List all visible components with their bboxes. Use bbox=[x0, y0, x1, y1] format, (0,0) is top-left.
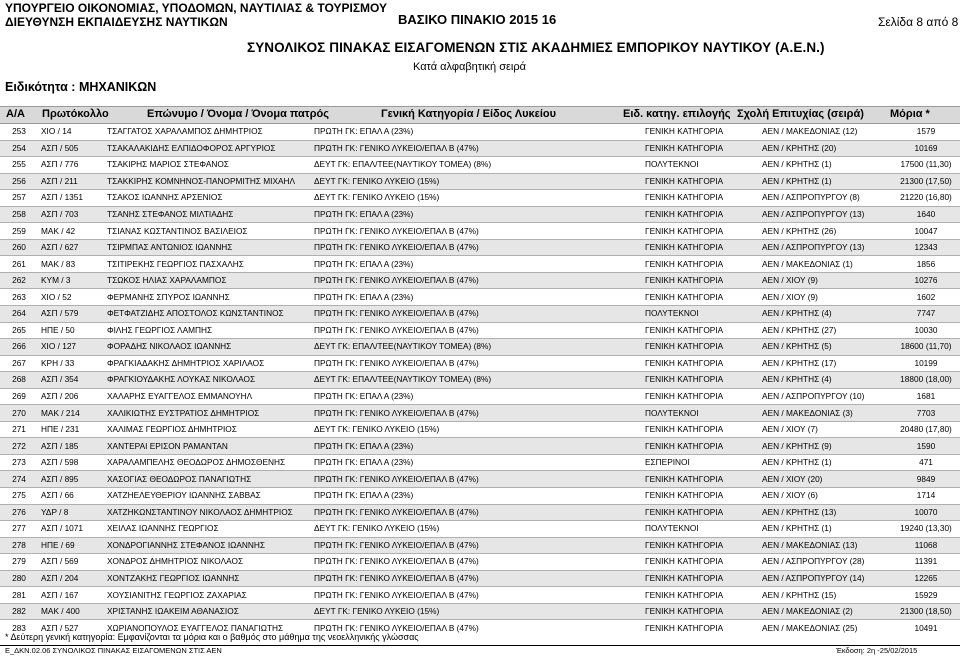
table-row bbox=[0, 124, 960, 140]
cell-aa: 268 bbox=[0, 372, 38, 389]
cell-category: ΠΡΩΤΗ ΓΚ: ΕΠΑΛ Α (23%) bbox=[311, 388, 642, 405]
cell-special: ΓΕΝΙΚΗ ΚΑΤΗΓΟΡΙΑ bbox=[642, 206, 759, 223]
cell-score: 12265 bbox=[892, 570, 960, 587]
cell-aa: 253 bbox=[12, 126, 26, 137]
cell-protocol: ΑΣΠ / 204 bbox=[38, 570, 104, 587]
cell-special: ΓΕΝΙΚΗ ΚΑΤΗΓΟΡΙΑ bbox=[642, 603, 759, 620]
cell-category: ΠΡΩΤΗ ΓΚ: ΓΕΝΙΚΟ ΛΥΚΕΙΟ/ΕΠΑΛ Β (47%) bbox=[311, 223, 642, 240]
table-row bbox=[0, 421, 960, 438]
cell-protocol: ΑΣΠ / 354 bbox=[38, 372, 104, 389]
cell-name: ΤΣΙΤΙΡΕΚΗΣ ΓΕΩΡΓΙΟΣ ΠΑΣΧΑΛΗΣ bbox=[104, 256, 311, 273]
cell-school: ΑΕΝ / ΚΡΗΤΗΣ (1) bbox=[759, 173, 892, 190]
cell-protocol: ΑΣΠ / 895 bbox=[38, 471, 104, 488]
cell-name: ΤΣΑΚΑΛΑΚΙΔΗΣ ΕΛΠΙΔΟΦΟΡΟΣ ΑΡΓΥΡΙΟΣ bbox=[104, 140, 311, 157]
cell-aa: 276 bbox=[0, 504, 38, 521]
cell-name: ΧΑΤΖΗΚΩΝΣΤΑΝΤΙΝΟΥ ΝΙΚΟΛΑΟΣ ΔΗΜΗΤΡΙΟΣ bbox=[104, 504, 311, 521]
cell-category: ΠΡΩΤΗ ΓΚ: ΓΕΝΙΚΟ ΛΥΚΕΙΟ/ΕΠΑΛ Β (47%) bbox=[311, 306, 642, 323]
cell-name: ΧΟΝΔΡΟΣ ΔΗΜΗΤΡΙΟΣ ΝΙΚΟΛΑΟΣ bbox=[104, 554, 311, 571]
cell-protocol: ΥΔΡ / 8 bbox=[38, 504, 104, 521]
cell-score: 17500 (11,30) bbox=[892, 157, 960, 174]
cell-school: ΑΕΝ / ΜΑΚΕΔΟΝΙΑΣ (3) bbox=[759, 405, 892, 422]
cell-category: ΠΡΩΤΗ ΓΚ: ΓΕΝΙΚΟ ΛΥΚΕΙΟ/ΕΠΑΛ Β (47%) bbox=[311, 587, 642, 604]
cell-special: ΓΕΝΙΚΗ ΚΑΤΗΓΟΡΙΑ bbox=[642, 173, 759, 190]
issue-date: Έκδοση: 2η -25/02/2015 bbox=[836, 646, 918, 655]
cell-protocol: ΑΣΠ / 1351 bbox=[38, 190, 104, 207]
table-row bbox=[0, 355, 960, 372]
cell-score: 18600 (11,70) bbox=[892, 339, 960, 356]
table-row bbox=[0, 306, 960, 323]
cell-aa: 266 bbox=[0, 339, 38, 356]
cell-special: ΓΕΝΙΚΗ ΚΑΤΗΓΟΡΙΑ bbox=[642, 223, 759, 240]
cell-protocol: ΑΣΠ / 598 bbox=[38, 454, 104, 471]
cell-special: ΓΕΝΙΚΗ ΚΑΤΗΓΟΡΙΑ bbox=[645, 126, 724, 137]
cell-aa: 260 bbox=[0, 239, 38, 256]
cell-aa: 277 bbox=[0, 521, 38, 538]
cell-score: 21220 (16,80) bbox=[892, 190, 960, 207]
cell-school: ΑΕΝ / ΚΡΗΤΗΣ (9) bbox=[759, 438, 892, 455]
cell-protocol: ΑΣΠ / 579 bbox=[38, 306, 104, 323]
cell-school: ΑΕΝ / ΧΙΟΥ (9) bbox=[759, 289, 892, 306]
cell-school: ΑΕΝ / ΚΡΗΤΗΣ (4) bbox=[759, 372, 892, 389]
cell-score: 10030 bbox=[892, 322, 960, 339]
cell-score: 10491 bbox=[892, 620, 960, 636]
cell-aa: 265 bbox=[0, 322, 38, 339]
cell-score: 7747 bbox=[892, 306, 960, 323]
cell-score: 9849 bbox=[892, 471, 960, 488]
cell-name: ΦΡΑΓΚΙΟΥΔΑΚΗΣ ΛΟΥΚΑΣ ΝΙΚΟΛΑΟΣ bbox=[104, 372, 311, 389]
cell-category: ΠΡΩΤΗ ΓΚ: ΓΕΝΙΚΟ ΛΥΚΕΙΟ/ΕΠΑΛ Β (47%) bbox=[311, 537, 642, 554]
cell-aa: 283 bbox=[0, 620, 38, 636]
cell-protocol: ΗΠΕ / 50 bbox=[38, 322, 104, 339]
cell-name: ΧΑΡΑΛΑΜΠΕΛΗΣ ΘΕΟΔΩΡΟΣ ΔΗΜΟΣΘΕΝΗΣ bbox=[104, 454, 311, 471]
cell-aa: 280 bbox=[0, 570, 38, 587]
cell-school: ΑΕΝ / ΚΡΗΤΗΣ (26) bbox=[759, 223, 892, 240]
cell-name: ΤΣΙΑΝΑΣ ΚΩΣΤΑΝΤΙΝΟΣ ΒΑΣΙΛΕΙΟΣ bbox=[104, 223, 311, 240]
page-header bbox=[0, 0, 960, 104]
cell-category: ΠΡΩΤΗ ΓΚ: ΓΕΝΙΚΟ ΛΥΚΕΙΟ/ΕΠΑΛ Β (47%) bbox=[311, 554, 642, 571]
col-school: Σχολή Επιτυχίας (σειρά) bbox=[737, 108, 864, 120]
cell-protocol: ΑΣΠ / 211 bbox=[38, 173, 104, 190]
col-category: Γενική Κατηγορία / Είδος Λυκείου bbox=[381, 108, 557, 120]
cell-special: ΠΟΛΥΤΕΚΝΟΙ bbox=[642, 405, 759, 422]
cell-category: ΔΕΥΤ ΓΚ: ΕΠΑΛ/ΤΕΕ(ΝΑΥΤΙΚΟΥ ΤΟΜΕΑ) (8%) bbox=[311, 339, 642, 356]
cell-school: ΑΕΝ / ΚΡΗΤΗΣ (20) bbox=[759, 140, 892, 157]
col-special: Ειδ. κατηγ. επιλογής bbox=[623, 108, 731, 120]
cell-name: ΤΣΑΝΗΣ ΣΤΕΦΑΝΟΣ ΜΙΛΤΙΑΔΗΣ bbox=[104, 206, 311, 223]
cell-protocol: ΗΠΕ / 231 bbox=[38, 421, 104, 438]
cell-score: 11068 bbox=[892, 537, 960, 554]
cell-special: ΓΕΝΙΚΗ ΚΑΤΗΓΟΡΙΑ bbox=[642, 322, 759, 339]
cell-aa: 256 bbox=[0, 173, 38, 190]
cell-special: ΓΕΝΙΚΗ ΚΑΤΗΓΟΡΙΑ bbox=[642, 289, 759, 306]
cell-aa: 259 bbox=[0, 223, 38, 240]
cell-aa: 269 bbox=[0, 388, 38, 405]
cell-school: ΑΕΝ / ΜΑΚΕΔΟΝΙΑΣ (2) bbox=[759, 603, 892, 620]
cell-school: ΑΕΝ / ΧΙΟΥ (9) bbox=[759, 272, 892, 289]
cell-special: ΓΕΝΙΚΗ ΚΑΤΗΓΟΡΙΑ bbox=[642, 372, 759, 389]
table-row bbox=[0, 140, 960, 157]
cell-category: ΠΡΩΤΗ ΓΚ: ΓΕΝΙΚΟ ΛΥΚΕΙΟ/ΕΠΑΛ Β (47%) bbox=[311, 272, 642, 289]
cell-protocol: ΧΙΟ / 127 bbox=[38, 339, 104, 356]
cell-category: ΠΡΩΤΗ ΓΚ: ΕΠΑΛ Α (23%) bbox=[311, 256, 642, 273]
cell-score: 1714 bbox=[892, 488, 960, 505]
cell-aa: 278 bbox=[0, 537, 38, 554]
cell-category: ΠΡΩΤΗ ΓΚ: ΓΕΝΙΚΟ ΛΥΚΕΙΟ/ΕΠΑΛ Β (47%) bbox=[311, 239, 642, 256]
cell-score: 10199 bbox=[892, 355, 960, 372]
cell-category: ΠΡΩΤΗ ΓΚ: ΕΠΑΛ Α (23%) bbox=[311, 289, 642, 306]
cell-category: ΠΡΩΤΗ ΓΚ: ΕΠΑΛ Α (23%) bbox=[311, 438, 642, 455]
cell-protocol: ΧΙΟ / 52 bbox=[38, 289, 104, 306]
cell-aa: 282 bbox=[0, 603, 38, 620]
cell-aa: 275 bbox=[0, 488, 38, 505]
cell-score: 10169 bbox=[892, 140, 960, 157]
document-id: Ε_ΔΚΝ.02.06 ΣΥΝΟΛΙΚΟΣ ΠΙΝΑΚΑΣ ΕΙΣΑΓΟΜΕΝΩΝ ΣΤΙΣ ΑΕΝ bbox=[5, 646, 222, 655]
cell-score: 18800 (18,00) bbox=[892, 372, 960, 389]
table-row bbox=[0, 438, 960, 455]
cell-category: ΔΕΥΤ ΓΚ: ΓΕΝΙΚΟ ΛΥΚΕΙΟ (15%) bbox=[311, 521, 642, 538]
cell-name: ΧΕΙΛΑΣ ΙΩΑΝΝΗΣ ΓΕΩΡΓΙΟΣ bbox=[104, 521, 311, 538]
document-title: ΒΑΣΙΚΟ ΠΙΝΑΚΙΟ 2015 16 bbox=[398, 12, 557, 27]
table-row bbox=[0, 289, 960, 306]
sort-note: Κατά αλφαβητική σειρά bbox=[413, 61, 526, 73]
cell-aa: 262 bbox=[0, 272, 38, 289]
cell-school: ΑΕΝ / ΚΡΗΤΗΣ (13) bbox=[759, 504, 892, 521]
table-row bbox=[0, 537, 960, 554]
cell-aa: 273 bbox=[0, 454, 38, 471]
cell-score: 1856 bbox=[892, 256, 960, 273]
table-header bbox=[0, 106, 960, 124]
cell-aa: 261 bbox=[0, 256, 38, 273]
cell-aa: 271 bbox=[0, 421, 38, 438]
cell-category: ΠΡΩΤΗ ΓΚ: ΕΠΑΛ Α (23%) bbox=[311, 488, 642, 505]
cell-school: ΑΕΝ / ΚΡΗΤΗΣ (17) bbox=[759, 355, 892, 372]
cell-category: ΔΕΥΤ ΓΚ: ΓΕΝΙΚΟ ΛΥΚΕΙΟ (15%) bbox=[311, 190, 642, 207]
cell-category: ΔΕΥΤ ΓΚ: ΓΕΝΙΚΟ ΛΥΚΕΙΟ (15%) bbox=[311, 421, 642, 438]
cell-special: ΓΕΝΙΚΗ ΚΑΤΗΓΟΡΙΑ bbox=[642, 504, 759, 521]
cell-score: 12343 bbox=[892, 239, 960, 256]
cell-special: ΓΕΝΙΚΗ ΚΑΤΗΓΟΡΙΑ bbox=[642, 140, 759, 157]
table-row bbox=[0, 587, 960, 604]
cell-name: ΧΡΙΣΤΑΝΗΣ ΙΩΑΚΕΙΜ ΑΘΑΝΑΣΙΟΣ bbox=[104, 603, 311, 620]
col-protocol: Πρωτόκολλο bbox=[42, 108, 109, 120]
cell-school: ΑΕΝ / ΜΑΚΕΔΟΝΙΑΣ (25) bbox=[759, 620, 892, 636]
col-aa: Α/Α bbox=[6, 108, 25, 120]
results-table bbox=[0, 124, 960, 636]
cell-score: 1579 bbox=[916, 126, 936, 137]
document-subtitle: ΣΥΝΟΛΙΚΟΣ ΠΙΝΑΚΑΣ ΕΙΣΑΓΟΜΕΝΩΝ ΣΤΙΣ ΑΚΑΔΗΜΙΕΣ ΕΜΠΟΡΙΚΟΥ ΝΑΥΤΙΚΟΥ (Α.Ε.Ν.) bbox=[247, 40, 825, 55]
cell-aa: 274 bbox=[0, 471, 38, 488]
cell-aa: 257 bbox=[0, 190, 38, 207]
cell-score: 19240 (13,30) bbox=[892, 521, 960, 538]
cell-name: ΤΣΙΡΜΠΑΣ ΑΝΤΩΝΙΟΣ ΙΩΑΝΝΗΣ bbox=[104, 239, 311, 256]
cell-category: ΔΕΥΤ ΓΚ: ΓΕΝΙΚΟ ΛΥΚΕΙΟ (15%) bbox=[311, 173, 642, 190]
cell-protocol: ΑΣΠ / 206 bbox=[38, 388, 104, 405]
cell-school: ΑΕΝ / ΑΣΠΡΟΠΥΡΓΟΥ (13) bbox=[759, 239, 892, 256]
cell-category: ΠΡΩΤΗ ΓΚ: ΓΕΝΙΚΟ ΛΥΚΕΙΟ/ΕΠΑΛ Β (47%) bbox=[311, 405, 642, 422]
cell-protocol: ΑΣΠ / 66 bbox=[38, 488, 104, 505]
cell-name: ΧΑΛΙΜΑΣ ΓΕΩΡΓΙΟΣ ΔΗΜΗΤΡΙΟΣ bbox=[104, 421, 311, 438]
cell-name: ΧΩΡΙΑΝΟΠΟΥΛΟΣ ΕΥΑΓΓΕΛΟΣ ΠΑΝΑΓΙΩΤΗΣ bbox=[104, 620, 311, 636]
table-row bbox=[0, 603, 960, 620]
cell-name: ΦΕΤΦΑΤΖΙΔΗΣ ΑΠΟΣΤΟΛΟΣ ΚΩΝΣΤΑΝΤΙΝΟΣ bbox=[104, 306, 311, 323]
cell-special: ΓΕΝΙΚΗ ΚΑΤΗΓΟΡΙΑ bbox=[642, 537, 759, 554]
cell-protocol: ΜΑΚ / 214 bbox=[38, 405, 104, 422]
cell-score: 1602 bbox=[892, 289, 960, 306]
cell-school: ΑΕΝ / ΧΙΟΥ (20) bbox=[759, 471, 892, 488]
table-row bbox=[0, 504, 960, 521]
cell-score: 7703 bbox=[892, 405, 960, 422]
cell-category: ΠΡΩΤΗ ΓΚ: ΓΕΝΙΚΟ ΛΥΚΕΙΟ/ΕΠΑΛ Β (47%) bbox=[311, 355, 642, 372]
cell-score: 21300 (17,50) bbox=[892, 173, 960, 190]
cell-special: ΓΕΝΙΚΗ ΚΑΤΗΓΟΡΙΑ bbox=[642, 587, 759, 604]
cell-score: 10070 bbox=[892, 504, 960, 521]
cell-protocol: ΜΑΚ / 83 bbox=[38, 256, 104, 273]
table-row bbox=[0, 388, 960, 405]
cell-score: 21300 (18,50) bbox=[892, 603, 960, 620]
cell-protocol: ΚΡΗ / 33 bbox=[38, 355, 104, 372]
cell-aa: 267 bbox=[0, 355, 38, 372]
cell-name: ΦΙΛΗΣ ΓΕΩΡΓΙΟΣ ΛΑΜΠΗΣ bbox=[104, 322, 311, 339]
cell-category: ΠΡΩΤΗ ΓΚ: ΓΕΝΙΚΟ ΛΥΚΕΙΟ/ΕΠΑΛ Β (47%) bbox=[311, 620, 642, 636]
cell-school: ΑΕΝ / ΑΣΠΡΟΠΥΡΓΟΥ (28) bbox=[759, 554, 892, 571]
cell-protocol: ΑΣΠ / 1071 bbox=[38, 521, 104, 538]
cell-special: ΓΕΝΙΚΗ ΚΑΤΗΓΟΡΙΑ bbox=[642, 570, 759, 587]
cell-category: ΠΡΩΤΗ ΓΚ: ΕΠΑΛ Α (23%) bbox=[314, 126, 414, 137]
table-row bbox=[0, 322, 960, 339]
cell-category: ΠΡΩΤΗ ΓΚ: ΓΕΝΙΚΟ ΛΥΚΕΙΟ/ΕΠΑΛ Β (47%) bbox=[311, 570, 642, 587]
cell-special: ΓΕΝΙΚΗ ΚΑΤΗΓΟΡΙΑ bbox=[642, 471, 759, 488]
cell-aa: 263 bbox=[0, 289, 38, 306]
cell-special: ΓΕΝΙΚΗ ΚΑΤΗΓΟΡΙΑ bbox=[642, 620, 759, 636]
cell-special: ΓΕΝΙΚΗ ΚΑΤΗΓΟΡΙΑ bbox=[642, 388, 759, 405]
cell-school: ΑΕΝ / ΚΡΗΤΗΣ (5) bbox=[759, 339, 892, 356]
cell-protocol: ΑΣΠ / 776 bbox=[38, 157, 104, 174]
cell-aa: 264 bbox=[0, 306, 38, 323]
table-row bbox=[0, 488, 960, 505]
footnote: * Δεύτερη γενική κατηγορία: Εμφανίζονται τα μόρια και ο βαθμός στο μάθημα της νεοελληνικής γλώσσας bbox=[5, 632, 419, 642]
cell-protocol: ΑΣΠ / 703 bbox=[38, 206, 104, 223]
cell-protocol: ΗΠΕ / 69 bbox=[38, 537, 104, 554]
cell-protocol: ΑΣΠ / 185 bbox=[38, 438, 104, 455]
cell-category: ΔΕΥΤ ΓΚ: ΕΠΑΛ/ΤΕΕ(ΝΑΥΤΙΚΟΥ ΤΟΜΕΑ) (8%) bbox=[311, 372, 642, 389]
cell-name: ΤΣΩΚΟΣ ΗΛΙΑΣ ΧΑΡΑΛΑΜΠΟΣ bbox=[104, 272, 311, 289]
cell-school: ΑΕΝ / ΑΣΠΡΟΠΥΡΓΟΥ (8) bbox=[759, 190, 892, 207]
cell-special: ΓΕΝΙΚΗ ΚΑΤΗΓΟΡΙΑ bbox=[642, 554, 759, 571]
cell-name: ΦΡΑΓΚΙΑΔΑΚΗΣ ΔΗΜΗΤΡΙΟΣ ΧΑΡΙΛΑΟΣ bbox=[104, 355, 311, 372]
cell-protocol: ΧΙΟ / 14 bbox=[41, 126, 72, 137]
cell-category: ΔΕΥΤ ΓΚ: ΓΕΝΙΚΟ ΛΥΚΕΙΟ (15%) bbox=[311, 603, 642, 620]
cell-special: ΓΕΝΙΚΗ ΚΑΤΗΓΟΡΙΑ bbox=[642, 438, 759, 455]
cell-name: ΧΟΝΔΡΟΓΙΑΝΝΗΣ ΣΤΕΦΑΝΟΣ ΙΩΑΝΝΗΣ bbox=[104, 537, 311, 554]
cell-aa: 258 bbox=[0, 206, 38, 223]
cell-score: 1640 bbox=[892, 206, 960, 223]
cell-category: ΠΡΩΤΗ ΓΚ: ΕΠΑΛ Α (23%) bbox=[311, 454, 642, 471]
table-row bbox=[0, 339, 960, 356]
cell-name: ΤΣΑΚΙΡΗΣ ΜΑΡΙΟΣ ΣΤΕΦΑΝΟΣ bbox=[104, 157, 311, 174]
cell-special: ΠΟΛΥΤΕΚΝΟΙ bbox=[642, 521, 759, 538]
cell-score: 10047 bbox=[892, 223, 960, 240]
cell-special: ΓΕΝΙΚΗ ΚΑΤΗΓΟΡΙΑ bbox=[642, 256, 759, 273]
cell-score: 10276 bbox=[892, 272, 960, 289]
cell-school: ΑΕΝ / ΜΑΚΕΔΟΝΙΑΣ (13) bbox=[759, 537, 892, 554]
cell-school: ΑΕΝ / ΚΡΗΤΗΣ (1) bbox=[759, 157, 892, 174]
cell-school: ΑΕΝ / ΚΡΗΤΗΣ (1) bbox=[759, 454, 892, 471]
cell-school: ΑΕΝ / ΚΡΗΤΗΣ (27) bbox=[759, 322, 892, 339]
table-row bbox=[0, 554, 960, 571]
table-row bbox=[0, 372, 960, 389]
table-row bbox=[0, 521, 960, 538]
cell-school: ΑΕΝ / ΚΡΗΤΗΣ (1) bbox=[759, 521, 892, 538]
table-row bbox=[0, 239, 960, 256]
cell-special: ΓΕΝΙΚΗ ΚΑΤΗΓΟΡΙΑ bbox=[642, 239, 759, 256]
cell-protocol: ΑΣΠ / 569 bbox=[38, 554, 104, 571]
cell-name: ΧΑΛΑΡΗΣ ΕΥΑΓΓΕΛΟΣ ΕΜΜΑΝΟΥΗΛ bbox=[104, 388, 311, 405]
cell-school: ΑΕΝ / ΑΣΠΡΟΠΥΡΓΟΥ (14) bbox=[759, 570, 892, 587]
cell-name: ΤΣΑΓΓΑΤΟΣ ΧΑΡΑΛΑΜΠΟΣ ΔΗΜΗΤΡΙΟΣ bbox=[107, 126, 263, 137]
cell-protocol: ΜΑΚ / 400 bbox=[38, 603, 104, 620]
cell-aa: 255 bbox=[0, 157, 38, 174]
cell-school: ΑΕΝ / ΑΣΠΡΟΠΥΡΓΟΥ (10) bbox=[759, 388, 892, 405]
cell-name: ΦΕΡΜΑΝΗΣ ΣΠΥΡΟΣ ΙΩΑΝΝΗΣ bbox=[104, 289, 311, 306]
cell-category: ΠΡΩΤΗ ΓΚ: ΕΠΑΛ Α (23%) bbox=[311, 206, 642, 223]
cell-special: ΠΟΛΥΤΕΚΝΟΙ bbox=[642, 157, 759, 174]
cell-aa: 254 bbox=[0, 140, 38, 157]
cell-protocol: ΜΑΚ / 42 bbox=[38, 223, 104, 240]
table-row bbox=[0, 157, 960, 174]
cell-category: ΠΡΩΤΗ ΓΚ: ΓΕΝΙΚΟ ΛΥΚΕΙΟ/ΕΠΑΛ Β (47%) bbox=[311, 471, 642, 488]
cell-school: ΑΕΝ / ΚΡΗΤΗΣ (4) bbox=[759, 306, 892, 323]
table-row bbox=[0, 173, 960, 190]
table-row bbox=[0, 570, 960, 587]
cell-name: ΦΟΡΑΔΗΣ ΝΙΚΟΛΑΟΣ ΙΩΑΝΝΗΣ bbox=[104, 339, 311, 356]
table-row bbox=[0, 206, 960, 223]
table-row bbox=[0, 272, 960, 289]
cell-name: ΧΑΤΖΗΕΛΕΥΘΕΡΙΟΥ ΙΩΑΝΝΗΣ ΣΑΒΒΑΣ bbox=[104, 488, 311, 505]
cell-school: ΑΕΝ / ΧΙΟΥ (6) bbox=[759, 488, 892, 505]
cell-name: ΤΣΑΚΟΣ ΙΩΑΝΝΗΣ ΑΡΣΕΝΙΟΣ bbox=[104, 190, 311, 207]
col-score: Μόρια * bbox=[890, 108, 930, 120]
table-row bbox=[0, 190, 960, 207]
cell-score: 1590 bbox=[892, 438, 960, 455]
cell-special: ΓΕΝΙΚΗ ΚΑΤΗΓΟΡΙΑ bbox=[642, 421, 759, 438]
cell-name: ΤΣΑΚΚΙΡΗΣ ΚΟΜΝΗΝΟΣ-ΠΑΝΟΡΜΙΤΗΣ ΜΙΧΑΗΛ bbox=[104, 173, 311, 190]
cell-special: ΕΣΠΕΡΙΝΟΙ bbox=[642, 454, 759, 471]
directorate-name: ΔΙΕΥΘΥΝΣΗ ΕΚΠΑΙΔΕΥΣΗΣ ΝΑΥΤΙΚΩΝ bbox=[5, 15, 228, 29]
cell-school: ΑΕΝ / ΧΙΟΥ (7) bbox=[759, 421, 892, 438]
cell-protocol: ΑΣΠ / 505 bbox=[38, 140, 104, 157]
cell-protocol: ΑΣΠ / 527 bbox=[38, 620, 104, 636]
cell-aa: 281 bbox=[0, 587, 38, 604]
cell-special: ΓΕΝΙΚΗ ΚΑΤΗΓΟΡΙΑ bbox=[642, 272, 759, 289]
ministry-name: ΥΠΟΥΡΓΕΙΟ ΟΙΚΟΝΟΜΙΑΣ, ΥΠΟΔΟΜΩΝ, ΝΑΥΤΙΛΙΑΣ & ΤΟΥΡΙΣΜΟΥ bbox=[5, 1, 388, 15]
cell-name: ΧΟΥΣΙΑΝΙΤΗΣ ΓΕΩΡΓΙΟΣ ΖΑΧΑΡΙΑΣ bbox=[104, 587, 311, 604]
cell-score: 471 bbox=[892, 454, 960, 471]
cell-school: ΑΕΝ / ΚΡΗΤΗΣ (15) bbox=[759, 587, 892, 604]
cell-special: ΓΕΝΙΚΗ ΚΑΤΗΓΟΡΙΑ bbox=[642, 190, 759, 207]
cell-protocol: ΑΣΠ / 167 bbox=[38, 587, 104, 604]
cell-aa: 270 bbox=[0, 405, 38, 422]
cell-school: ΑΕΝ / ΑΣΠΡΟΠΥΡΓΟΥ (13) bbox=[759, 206, 892, 223]
cell-category: ΠΡΩΤΗ ΓΚ: ΓΕΝΙΚΟ ΛΥΚΕΙΟ/ΕΠΑΛ Β (47%) bbox=[311, 322, 642, 339]
cell-name: ΧΑΣΟΓΙΑΣ ΘΕΟΔΩΡΟΣ ΠΑΝΑΓΙΩΤΗΣ bbox=[104, 471, 311, 488]
table-row bbox=[0, 454, 960, 471]
cell-score: 1681 bbox=[892, 388, 960, 405]
cell-school: ΑΕΝ / ΜΑΚΕΔΟΝΙΑΣ (12) bbox=[762, 126, 858, 137]
cell-school: ΑΕΝ / ΜΑΚΕΔΟΝΙΑΣ (1) bbox=[759, 256, 892, 273]
cell-name: ΧΑΝΤΕΡΑΙ ΕΡΙΣΟΝ ΡΑΜΑΝΤΑΝ bbox=[104, 438, 311, 455]
table-row bbox=[0, 405, 960, 422]
cell-special: ΓΕΝΙΚΗ ΚΑΤΗΓΟΡΙΑ bbox=[642, 355, 759, 372]
cell-score: 11391 bbox=[892, 554, 960, 571]
cell-category: ΠΡΩΤΗ ΓΚ: ΓΕΝΙΚΟ ΛΥΚΕΙΟ/ΕΠΑΛ Β (47%) bbox=[311, 504, 642, 521]
cell-name: ΧΑΛΙΚΙΩΤΗΣ ΕΥΣΤΡΑΤΙΟΣ ΔΗΜΗΤΡΙΟΣ bbox=[104, 405, 311, 422]
cell-category: ΠΡΩΤΗ ΓΚ: ΓΕΝΙΚΟ ΛΥΚΕΙΟ/ΕΠΑΛ Β (47%) bbox=[311, 140, 642, 157]
page-number: Σελίδα 8 από 8 bbox=[878, 15, 959, 29]
table-row bbox=[0, 471, 960, 488]
cell-special: ΠΟΛΥΤΕΚΝΟΙ bbox=[642, 306, 759, 323]
table-row bbox=[0, 223, 960, 240]
cell-protocol: ΚΥΜ / 3 bbox=[38, 272, 104, 289]
cell-special: ΓΕΝΙΚΗ ΚΑΤΗΓΟΡΙΑ bbox=[642, 488, 759, 505]
table-row bbox=[0, 256, 960, 273]
specialty-label: Ειδικότητα : ΜΗΧΑΝΙΚΩΝ bbox=[5, 80, 157, 94]
cell-protocol: ΑΣΠ / 627 bbox=[38, 239, 104, 256]
cell-aa: 272 bbox=[0, 438, 38, 455]
cell-special: ΓΕΝΙΚΗ ΚΑΤΗΓΟΡΙΑ bbox=[642, 339, 759, 356]
cell-aa: 279 bbox=[0, 554, 38, 571]
cell-category: ΔΕΥΤ ΓΚ: ΕΠΑΛ/ΤΕΕ(ΝΑΥΤΙΚΟΥ ΤΟΜΕΑ) (8%) bbox=[311, 157, 642, 174]
col-name: Επώνυμο / Όνομα / Όνομα πατρός bbox=[147, 108, 329, 120]
cell-score: 20480 (17,80) bbox=[892, 421, 960, 438]
table-body bbox=[0, 124, 960, 636]
cell-name: ΧΟΝΤΖΑΚΗΣ ΓΕΩΡΓΙΟΣ ΙΩΑΝΝΗΣ bbox=[104, 570, 311, 587]
cell-score: 15929 bbox=[892, 587, 960, 604]
